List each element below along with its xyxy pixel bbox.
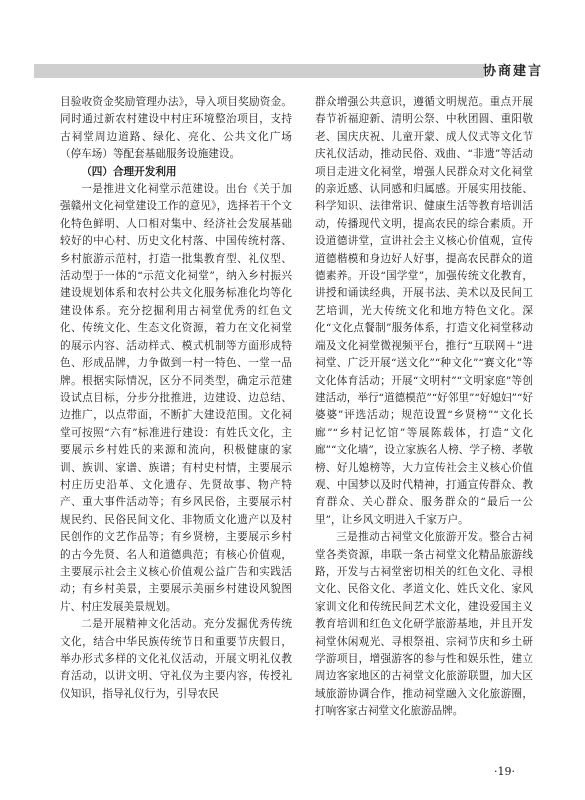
left-column (60, 94, 292, 703)
paragraph-cultural-activities: 二是开展精神文化活动。充分发掘优秀传统文化，结合中华民族传统节日和重要节庆假日，举办形式多样的文化礼仪活动，开展文明礼仪教育活动，以讲文明、守礼仪为主要内容，传授礼仪知识，指导礼仪行为，引导农民 (60, 618, 292, 700)
paragraph-tourism: 三是推动古祠堂文化旅游开发。整合古祠堂各类资源，串联一条古祠堂文化精品旅游线路，开发与古祠堂密切相关的红色文化、寻根文化、民俗文化、孝道文化、姓氏文化、家风家训文化和传统民间艺术文化，建设爱国主义教育培训和红色文化研学旅游基地，并且开发祠堂休闲观光、寻根祭祖、宗祠节庆和乡土研学游项目，增强游客的参与性和娱乐性，建立周边客家地区的古祠堂文化旅游联盟，加大区域旅游协调合作，推动祠堂融入文化旅游圈，打响客家古祠堂文化旅游品牌。 (315, 531, 533, 718)
section-title: 协商建言 (482, 64, 543, 79)
section-heading: （四）合理开发利用 (81, 165, 177, 178)
intro-paragraph: 目验收资金奖励管理办法》，导入项目奖励资金。同时通过新农村建设中村庄环境整治项目，支持古祠堂周边道路、绿化、亮化、公共文化广场（停车场）等配套基础服务设施建设。 (60, 96, 292, 161)
paragraph-demo-hall: 一是推进文化祠堂示范建设。出台《关于加强赣州文化祠堂建设工作的意见》，选择若干个文化特色鲜明、人口相对集中、经济社会发展基础较好的中心村、历史文化村落、中国传统村落、乡村旅游示范村，打造一批集教育型、礼仪型、活动型于一体的“示范文化祠堂”，纳入乡村振兴建设规划体系和农村公共文化服务标准化均等化建设体系。充分挖掘利用古祠堂优秀的红色文化、传统文化、生态文化资源，着力在文化祠堂的展示内容、活动样式、模式机制等方面形成特色、形成品牌，力争做到一村一特色、一堂一品牌。根据实际情况，区分不同类型，确定示范建设试点目标，分步分批推进，边建设、边总结、边推广，以点带面，不断扩大建设范围。文化祠堂可按照“六有”标准进行建设：有姓氏文化，主要展示乡村姓氏的来源和流向，积极健康的家训、族训、家谱、族谱；有村史村情，主要展示村庄历史沿革、文化遗存、先贤故事、物产特产、重大事件活动等；有乡风民俗，主要展示村规民约、民俗民间文化、非物质文化遗产以及村民创作的文艺作品等；有乡贤榜，主要展示乡村的古今先贤、名人和道德典范；有核心价值观，主要展示社会主义核心价值观公益广告和实践活动；有乡村美景，主要展示美丽乡村建设风貌图片、村庄发展美景规划。 (60, 183, 292, 613)
paragraph-cultural-activities-cont: 群众增强公共意识，遵循文明规范。重点开展春节祈福迎新、清明公祭、中秋团圆、重阳敬老、国庆庆祝、儿童开蒙、成人仪式等文化节庆礼仪活动，推动民俗、戏曲、“非遗”等活动项目走进文化祠堂，增强人民群众对文化祠堂的亲近感、认同感和归属感。开展实用技能、科学知识、法律常识、健康生活等教育培训活动，传播现代文明，提高农民的综合素质。开设道德讲堂，宣讲社会主义核心价值观，宣传道德楷模和身边好人好事，提高农民群众的道德素养。开设“国学堂”，加强传统文化教育，讲授和诵读经典，开展书法、美术以及民间工艺培训，光大传统文化和地方特色文化。深化“文化点餐制”服务体系，打造文化祠堂移动端及文化祠堂微视频平台，推行“互联网＋”进祠堂、广泛开展“送文化”“种文化”“赛文化”等文化体育活动；开展“文明村”“文明家庭”等创建活动，举行“道德模范”“好邻里”“好媳妇”“好婆婆”评选活动；规范设置“乡贤榜”“文化长廊”“乡村记忆馆”等展陈载体，打造“文化廊”“文化墙”，设立家族名人榜、学子榜、孝敬榜、好儿媳榜等，大力宣传社会主义核心价值观、中国梦以及时代精神，打通宣传群众、教育群众、关心群众、服务群众的“最后一公里”，让乡风文明进入千家万户。 (315, 96, 534, 526)
page-number: ·19· (494, 765, 515, 778)
right-column (315, 94, 533, 721)
header-band (34, 64, 484, 78)
